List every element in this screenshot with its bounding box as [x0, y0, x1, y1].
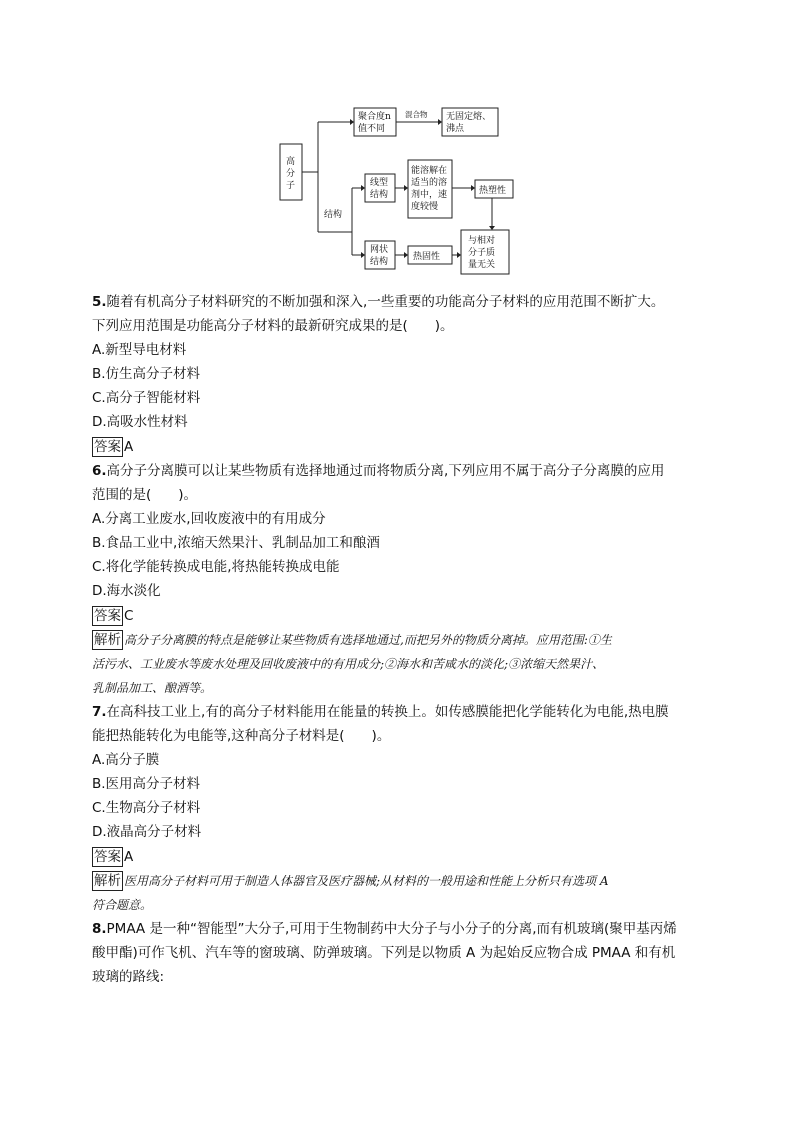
question-5	[92, 290, 712, 459]
explanation-tag: 解析	[94, 873, 121, 889]
question-number: 5.	[92, 294, 107, 310]
answer-tag: 答案	[94, 608, 121, 624]
relative-mass-text-1: 与相对	[468, 236, 496, 246]
mixture-label: 混合物	[405, 110, 428, 119]
explanation-text: 医用高分子材料可用于制造人体器官及医疗器械;从材料的一般用途和性能上分析只有选项 A	[124, 874, 609, 888]
degree-text-1: 聚合度n	[358, 112, 391, 122]
explanation-text: 高分子分离膜的特点是能够让某些物质有选择地通过,而把另外的物质分离掉。应用范围:①生	[124, 633, 612, 647]
option-c: C.将化学能转换成电能,将热能转换成电能	[92, 559, 340, 575]
explanation-row	[92, 628, 712, 652]
option-c: C.生物高分子材料	[92, 800, 201, 816]
network-text-2: 结构	[370, 257, 389, 267]
network-text-1: 网状	[370, 245, 389, 255]
explanation-text: 符合题意。	[92, 898, 153, 912]
thermoset-text: 热固性	[413, 252, 441, 262]
question-7	[92, 700, 712, 917]
option-b: B.仿生高分子材料	[92, 366, 201, 382]
question-number: 6.	[92, 463, 107, 479]
degree-text-2: 值不同	[358, 124, 386, 134]
no-mp-text-1: 无固定熔、	[446, 112, 492, 122]
soluble-text-1: 能溶解在	[411, 166, 448, 176]
option-a: A.分离工业废水,回收废液中的有用成分	[92, 511, 326, 527]
question-stem: 酸甲酯)可作飞机、汽车等的窗玻璃、防弹玻璃。下列是以物质 A 为起始反应物合成 PMAA 和有机	[92, 945, 676, 961]
option-b: B.食品工业中,浓缩天然果汁、乳制品加工和酿酒	[92, 535, 380, 551]
answer-tag: 答案	[94, 439, 121, 455]
root-text-2: 分	[286, 169, 296, 179]
question-stem: 随着有机高分子材料研究的不断加强和深入,一些重要的功能高分子材料的应用范围不断扩大。	[106, 294, 665, 310]
diagram-svg	[270, 100, 530, 278]
soluble-text-3: 剂中，速	[411, 190, 448, 200]
structure-label: 结构	[324, 210, 343, 220]
option-d: D.海水淡化	[92, 583, 161, 599]
soluble-text-4: 度较慢	[411, 202, 439, 212]
explanation-tag: 解析	[94, 632, 121, 648]
answer-row	[92, 604, 712, 628]
soluble-text-2: 适当的溶	[411, 178, 448, 188]
polymer-structure-diagram	[270, 100, 530, 278]
question-stem: 在高科技工业上,有的高分子材料能用在能量的转换上。如传感膜能把化学能转化为电能,热电膜	[106, 704, 669, 720]
question-list	[92, 290, 712, 989]
option-d: D.高吸水性材料	[92, 414, 188, 430]
question-number: 7.	[92, 704, 107, 720]
question-stem: PMAA 是一种“智能型”大分子,可用于生物制药中大分子与小分子的分离,而有机玻璃(聚甲基丙烯	[106, 921, 677, 937]
answer-row	[92, 435, 712, 459]
linear-text-2: 结构	[370, 190, 389, 200]
option-c: C.高分子智能材料	[92, 390, 201, 406]
answer-value: C	[124, 608, 134, 624]
question-stem: 范围的是( )。	[92, 487, 198, 503]
answer-row	[92, 845, 712, 869]
explanation-row	[92, 869, 712, 893]
option-a: A.新型导电材料	[92, 342, 187, 358]
option-a: A.高分子膜	[92, 752, 160, 768]
question-stem: 玻璃的路线:	[92, 969, 165, 985]
explanation-text: 乳制品加工、酿酒等。	[92, 681, 213, 695]
answer-tag: 答案	[94, 849, 121, 865]
question-stem: 下列应用范围是功能高分子材料的最新研究成果的是( )。	[92, 318, 454, 334]
answer-value: A	[124, 439, 134, 455]
linear-text-1: 线型	[370, 178, 389, 188]
question-8	[92, 917, 712, 989]
question-stem: 能把热能转化为电能等,这种高分子材料是( )。	[92, 728, 391, 744]
root-text-3: 子	[286, 181, 296, 191]
answer-value: A	[124, 849, 134, 865]
option-b: B.医用高分子材料	[92, 776, 201, 792]
question-6	[92, 459, 712, 700]
explanation-text: 活污水、工业废水等废水处理及回收废液中的有用成分;②海水和苦咸水的淡化;③浓缩天然果汁、	[92, 657, 605, 671]
no-mp-text-2: 沸点	[446, 124, 465, 134]
thermoplastic-text: 热塑性	[479, 186, 507, 196]
relative-mass-text-2: 分子质	[468, 248, 496, 258]
relative-mass-text-3: 量无关	[468, 260, 496, 270]
question-number: 8.	[92, 921, 107, 937]
root-text-1: 高	[286, 157, 296, 167]
option-d: D.液晶高分子材料	[92, 824, 202, 840]
question-stem: 高分子分离膜可以让某些物质有选择地通过而将物质分离,下列应用不属于高分子分离膜的应用	[106, 463, 665, 479]
